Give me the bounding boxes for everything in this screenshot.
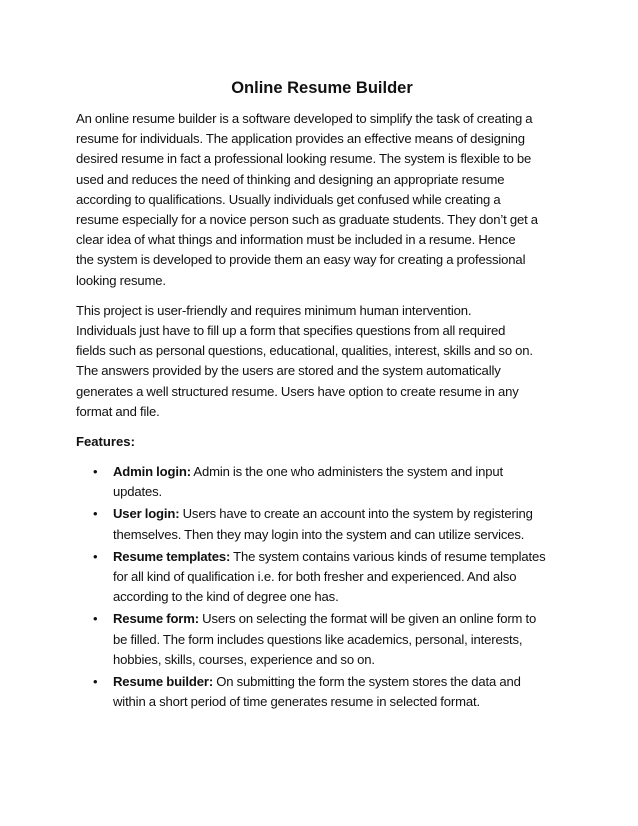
feature-first-line <box>113 672 568 692</box>
feature-first-line <box>113 609 568 629</box>
intro-paragraph <box>76 109 568 291</box>
text-line: generates a well structured resume. Users have option to create resume in any <box>76 383 519 399</box>
feature-admin-login <box>76 462 568 502</box>
document-page <box>76 78 568 714</box>
feature-resume-form <box>76 609 568 670</box>
feature-term: Admin login: <box>113 464 191 480</box>
bullet-icon: • <box>93 611 98 627</box>
feature-text: Users have to create an account into the system by registering <box>179 506 533 522</box>
feature-user-login <box>76 504 568 544</box>
feature-text: On submitting the form the system stores the data and <box>213 674 521 690</box>
feature-first-line <box>113 462 568 482</box>
feature-text-line: themselves. Then they may login into the system and can utilize services. <box>113 526 525 542</box>
features-list <box>76 462 568 712</box>
document-title: Online Resume Builder <box>231 79 413 97</box>
bullet-icon: • <box>93 464 98 480</box>
features-heading: Features: <box>76 434 135 450</box>
project-paragraph <box>76 301 568 422</box>
feature-term: Resume templates: <box>113 548 231 564</box>
text-line: Individuals just have to fill up a form that specifies questions from all required <box>76 323 506 339</box>
text-line: The answers provided by the users are stored and the system automatically <box>76 363 501 379</box>
text-line: resume for individuals. The application provides an effective means of designing <box>76 131 525 147</box>
feature-term: Resume form: <box>113 611 199 627</box>
text-line: clear idea of what things and information must be included in a resume. Hence <box>76 232 516 248</box>
feature-text-line: hobbies, skills, courses, experience and so on. <box>113 651 375 667</box>
text-line: An online resume builder is a software developed to simplify the task of creating a <box>76 111 533 126</box>
feature-first-line <box>113 504 568 524</box>
feature-term: User login: <box>113 506 180 522</box>
feature-first-line <box>113 547 568 567</box>
bullet-icon: • <box>93 674 98 690</box>
text-line: used and reduces the need of thinking and designing an appropriate resume <box>76 171 505 187</box>
text-line: This project is user-friendly and requires minimum human intervention. <box>76 302 472 318</box>
feature-text-line: for all kind of qualification i.e. for both fresher and experienced. And also <box>113 569 517 585</box>
text-line: looking resume. <box>76 272 166 288</box>
feature-text-line: within a short period of time generates resume in selected format. <box>113 694 481 710</box>
feature-text: The system contains various kinds of resume templates <box>230 548 546 564</box>
text-line: resume especially for a novice person such as graduate students. They don’t get a <box>76 212 538 228</box>
text-line: fields such as personal questions, educational, qualities, interest, skills and so on. <box>76 343 533 359</box>
feature-resume-builder <box>76 672 568 712</box>
bullet-icon: • <box>93 548 98 564</box>
bullet-icon: • <box>93 506 98 522</box>
text-line: desired resume in fact a professional looking resume. The system is flexible to be <box>76 151 532 167</box>
text-line: format and file. <box>76 403 160 419</box>
feature-text-line: be filled. The form includes questions like academics, personal, interests, <box>113 631 523 647</box>
feature-text-line: updates. <box>113 484 163 500</box>
text-line: according to qualifications. Usually individuals get confused while creating a <box>76 191 501 207</box>
feature-text-line: according to the kind of degree one has. <box>113 589 339 605</box>
text-line: the system is developed to provide them an easy way for creating a professional <box>76 252 526 268</box>
feature-text: Users on selecting the format will be given an online form to <box>198 611 537 627</box>
feature-term: Resume builder: <box>113 674 214 690</box>
feature-resume-templates <box>76 547 568 608</box>
feature-text: Admin is the one who administers the system and input <box>190 464 503 480</box>
